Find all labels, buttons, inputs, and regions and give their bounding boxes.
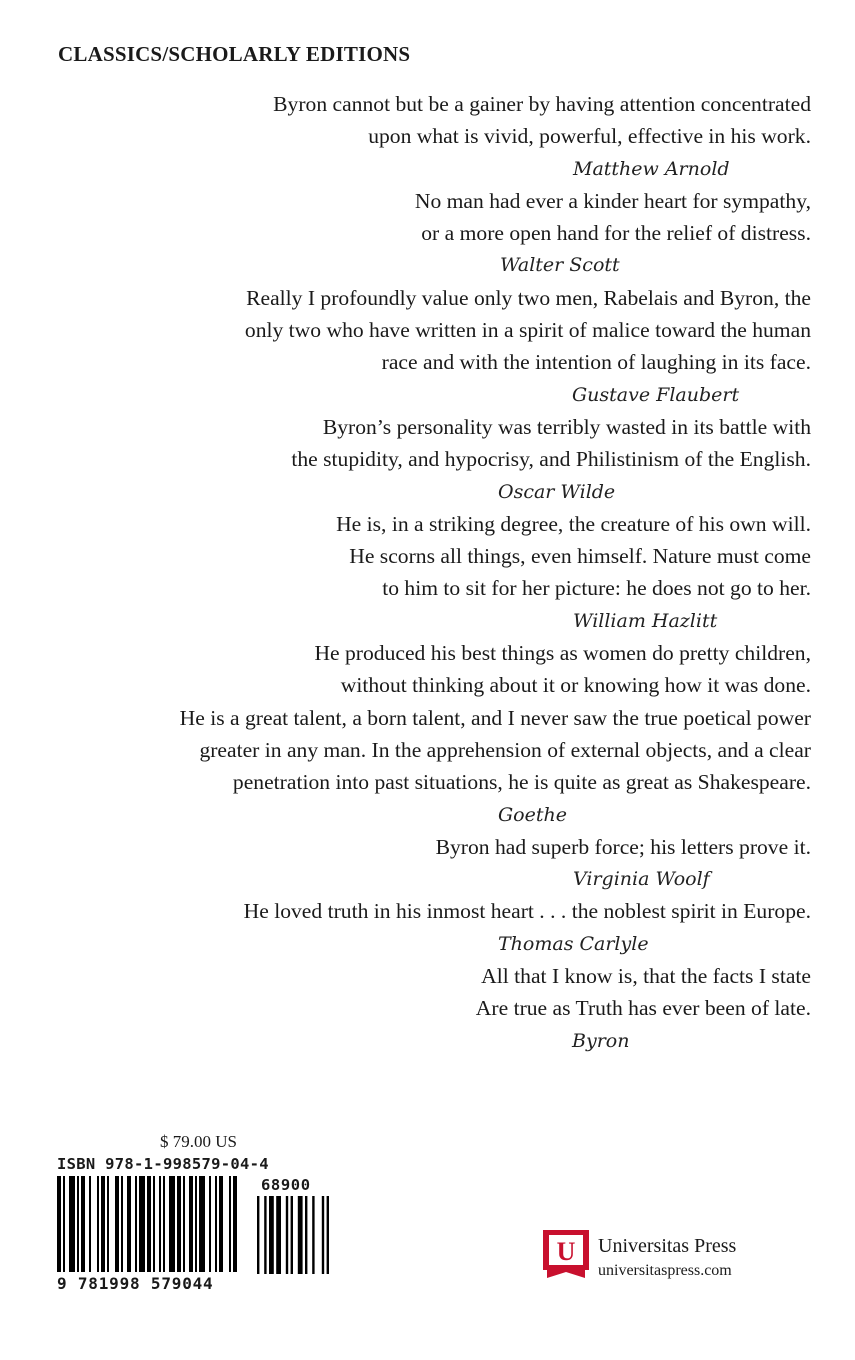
price: $ 79.00 US (160, 1132, 237, 1151)
barcode-bar (195, 1176, 197, 1272)
quote-line: He is, in a striking degree, the creature of his own will. (336, 511, 811, 536)
barcode-bar (215, 1176, 217, 1272)
quote-line: He is a great talent, a born talent, and I never saw the true poetical power (179, 705, 811, 730)
quote-line: or a more open hand for the relief of distress. (421, 221, 811, 246)
quote (40, 508, 811, 637)
category-heading: CLASSICS/SCHOLARLY EDITIONS (58, 42, 411, 66)
quote-line: Byron’s personality was terribly wasted in its battle with (322, 414, 811, 439)
quote (40, 831, 811, 896)
quote (40, 637, 811, 831)
barcode-bar (209, 1176, 211, 1272)
barcode-bar (135, 1176, 137, 1272)
barcode-bar (219, 1176, 223, 1272)
quote-line: the stupidity, and hypocrisy, and Philistinism of the English. (291, 447, 811, 472)
barcode-bar (97, 1176, 99, 1272)
logo-ribbon (547, 1268, 585, 1278)
barcode-bar (159, 1176, 161, 1272)
barcode-bar (233, 1176, 237, 1272)
barcode-bar (127, 1176, 131, 1272)
quote-line: Really I profoundly value only two men, Rabelais and Byron, the (246, 285, 811, 310)
barcode-bar (153, 1176, 155, 1272)
quote-line: All that I know is, that the facts I state (481, 964, 811, 989)
quote (40, 960, 811, 1057)
barcode-addon-bar (322, 1196, 324, 1274)
barcode-addon-bars (257, 1196, 329, 1274)
barcode-addon-bar (305, 1196, 307, 1274)
barcode-bar (121, 1176, 123, 1272)
barcode-addon-bar (269, 1196, 274, 1274)
barcode-digits: 9 781998 579044 (57, 1274, 214, 1293)
quote-author: Virginia Woolf (573, 868, 710, 891)
quote-author: William Hazlitt (573, 609, 718, 632)
barcode-addon-bar (312, 1196, 314, 1274)
barcode-bar (169, 1176, 175, 1272)
publisher-name: Universitas Press (598, 1235, 737, 1257)
barcode-bar (229, 1176, 231, 1272)
quote-line: No man had ever a kinder heart for sympathy, (414, 188, 811, 213)
quote-line: to him to sit for her picture: he does not go to her. (382, 576, 811, 601)
isbn-label: ISBN 978-1-998579-04-4 (57, 1155, 269, 1173)
barcode-bar (115, 1176, 119, 1272)
quote (40, 895, 811, 960)
barcode-addon-number: 68900 (261, 1176, 311, 1194)
barcode-bar (101, 1176, 105, 1272)
barcode-addon-bar (276, 1196, 281, 1274)
quote-author: Oscar Wilde (498, 480, 616, 503)
quote-line: He produced his best things as women do pretty children, (314, 641, 811, 666)
quote (40, 185, 811, 282)
quote-line: Byron had superb force; his letters prove it. (435, 834, 811, 859)
quote-line: only two who have written in a spirit of malice toward the human (244, 318, 811, 343)
barcode-bar (163, 1176, 165, 1272)
quote-line: upon what is vivid, powerful, effective in his work. (368, 124, 811, 149)
barcode-bar (199, 1176, 205, 1272)
isbn-barcode (57, 1176, 329, 1276)
quote-line: without thinking about it or knowing how it was done. (340, 673, 811, 698)
quote-line: penetration into past situations, he is quite as great as Shakespeare. (232, 770, 811, 795)
barcode-bar (77, 1176, 79, 1272)
logo-letter: U (556, 1237, 576, 1266)
quote (40, 88, 811, 185)
publisher-url[interactable]: universitaspress.com (598, 1262, 732, 1279)
barcode-addon-bar (291, 1196, 293, 1274)
quote-author: Matthew Arnold (573, 157, 730, 180)
quotes-block (40, 88, 811, 1057)
barcode-bar (89, 1176, 91, 1272)
publisher-logo (543, 1230, 589, 1278)
quote-author: Gustave Flaubert (572, 383, 740, 406)
barcode-bar (107, 1176, 109, 1272)
barcode-bar (139, 1176, 145, 1272)
barcode-bar (69, 1176, 75, 1272)
quote-line: He loved truth in his inmost heart . . . the noblest spirit in Europe. (243, 899, 811, 924)
quote-line: race and with the intention of laughing in its face. (381, 350, 811, 375)
barcode-bar (63, 1176, 65, 1272)
quote-line: Byron cannot but be a gainer by having attention concentrated (273, 92, 811, 116)
quote-line: Are true as Truth has ever been of late. (475, 996, 811, 1021)
quote-line: greater in any man. In the apprehension of external objects, and a clear (199, 737, 811, 762)
barcode-addon-bar (264, 1196, 266, 1274)
barcode-addon-bar (327, 1196, 329, 1274)
quote-author: Thomas Carlyle (498, 932, 649, 955)
barcode-bar (57, 1176, 61, 1272)
barcode-addon-bar (286, 1196, 288, 1274)
barcode-bars (57, 1176, 237, 1272)
barcode-bar (177, 1176, 181, 1272)
barcode-bar (147, 1176, 151, 1272)
quote-line: He scorns all things, even himself. Nature must come (349, 544, 811, 569)
quote (40, 282, 811, 411)
quote-author: Walter Scott (500, 254, 620, 277)
barcode-addon-bar (298, 1196, 303, 1274)
barcode-bar (183, 1176, 185, 1272)
barcode-bar (81, 1176, 85, 1272)
barcode-bar (189, 1176, 193, 1272)
quote-author: Byron (572, 1029, 630, 1052)
quote-author: Goethe (498, 803, 567, 826)
quote (40, 411, 811, 508)
barcode-addon-bar (257, 1196, 259, 1274)
